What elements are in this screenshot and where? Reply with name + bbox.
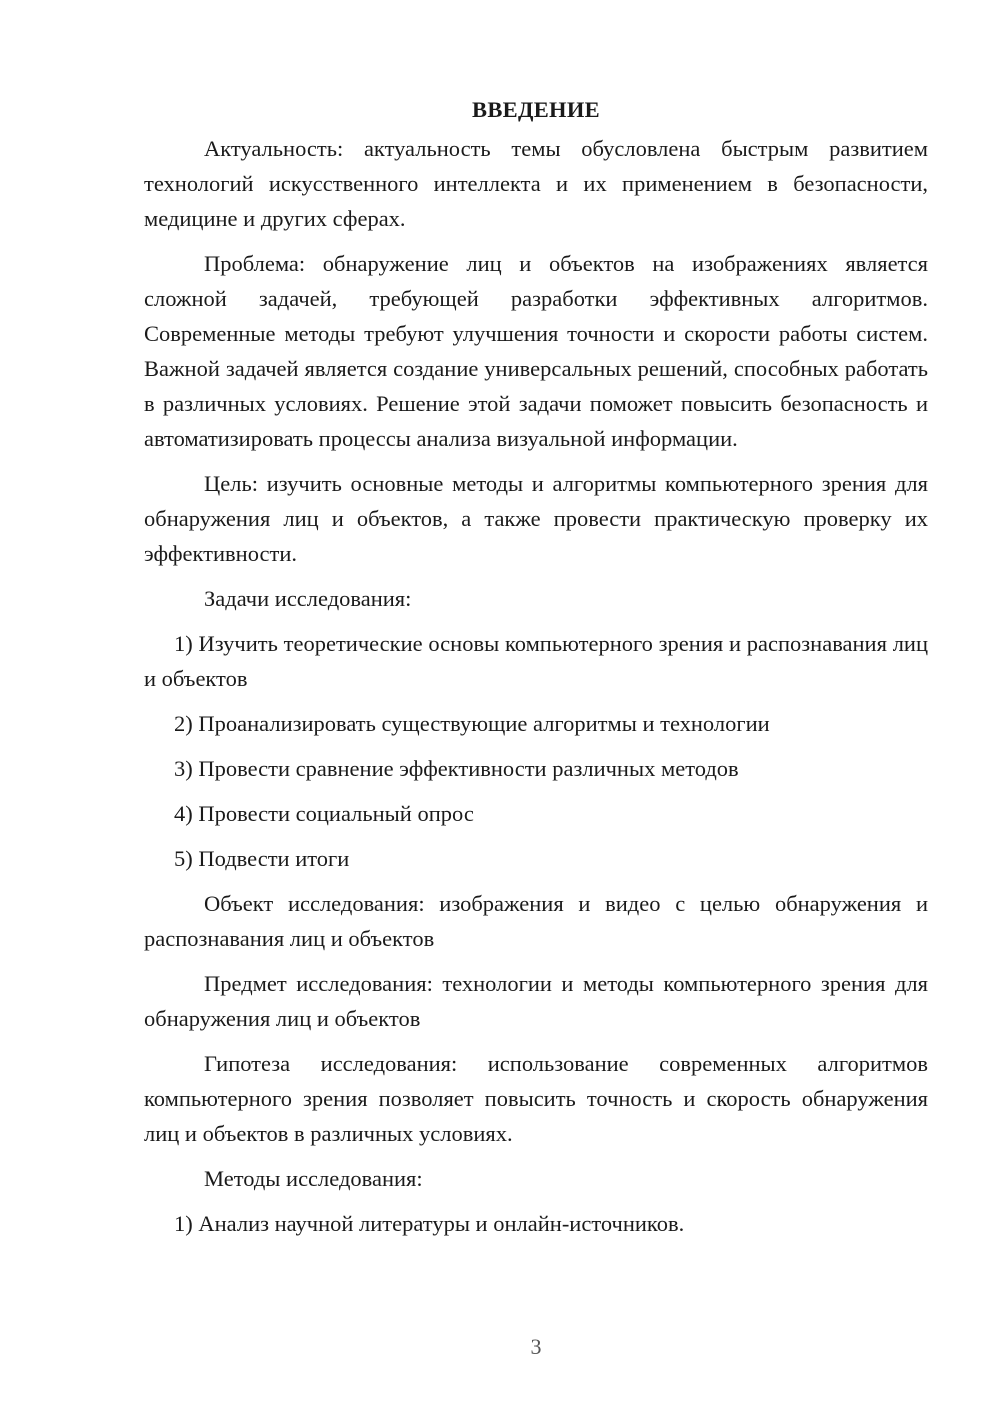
list-item-text: Анализ научной литературы и онлайн-источников. [198,1211,685,1236]
list-item-text: Проанализировать существующие алгоритмы и технологии [198,711,770,736]
tasks-label: Задачи исследования: [204,586,412,611]
list-item-number: 5) [174,846,193,871]
methods-list [144,1206,928,1241]
list-item-text: Подвести итоги [198,846,350,871]
section-heading: ВВЕДЕНИЕ [472,97,600,122]
list-item-number: 2) [174,711,193,736]
list-item [144,706,928,741]
list-item [144,796,928,831]
list-item-text: Провести социальный опрос [198,801,474,826]
relevance-paragraph: Актуальность: актуальность темы обусловлена быстрым развитием технологий искусственного интеллекта и их применением в безопасности, медицине и других сферах. [144,136,928,231]
list-item [144,751,928,786]
list-item [144,1206,928,1241]
goal-paragraph: Цель: изучить основные методы и алгоритмы компьютерного зрения для обнаружения лиц и объектов, а также провести практическую проверку их эффективности. [144,471,928,566]
list-item-text: Изучить теоретические основы компьютерного зрения и распознавания лиц и объектов [144,631,928,691]
page-content [144,92,928,1251]
page-number: 3 [530,1334,542,1359]
list-item-number: 1) [174,1211,193,1236]
problem-paragraph: Проблема: обнаружение лиц и объектов на изображениях является сложной задачей, требующей разработки эффективных алгоритмов. Современные методы требуют улучшения точности и скорости работы систем. Важной задачей является создание универсальных решений, способных работать в различных условиях. Решение этой задачи поможет повысить безопасность и автоматизировать процессы анализа визуальной информации. [144,251,928,451]
object-paragraph: Объект исследования: изображения и видео с целью обнаружения и распознавания лиц и объектов [144,891,928,951]
hypothesis-paragraph: Гипотеза исследования: использование современных алгоритмов компьютерного зрения позволяет повысить точность и скорость обнаружения лиц и объектов в различных условиях. [144,1051,928,1146]
subject-paragraph: Предмет исследования: технологии и методы компьютерного зрения для обнаружения лиц и объектов [144,971,928,1031]
list-item-number: 3) [174,756,193,781]
list-item [144,841,928,876]
tasks-list [144,626,928,876]
list-item-number: 1) [174,631,193,656]
list-item-text: Провести сравнение эффективности различных методов [198,756,739,781]
list-item-number: 4) [174,801,193,826]
list-item [144,626,928,696]
methods-label: Методы исследования: [204,1166,423,1191]
